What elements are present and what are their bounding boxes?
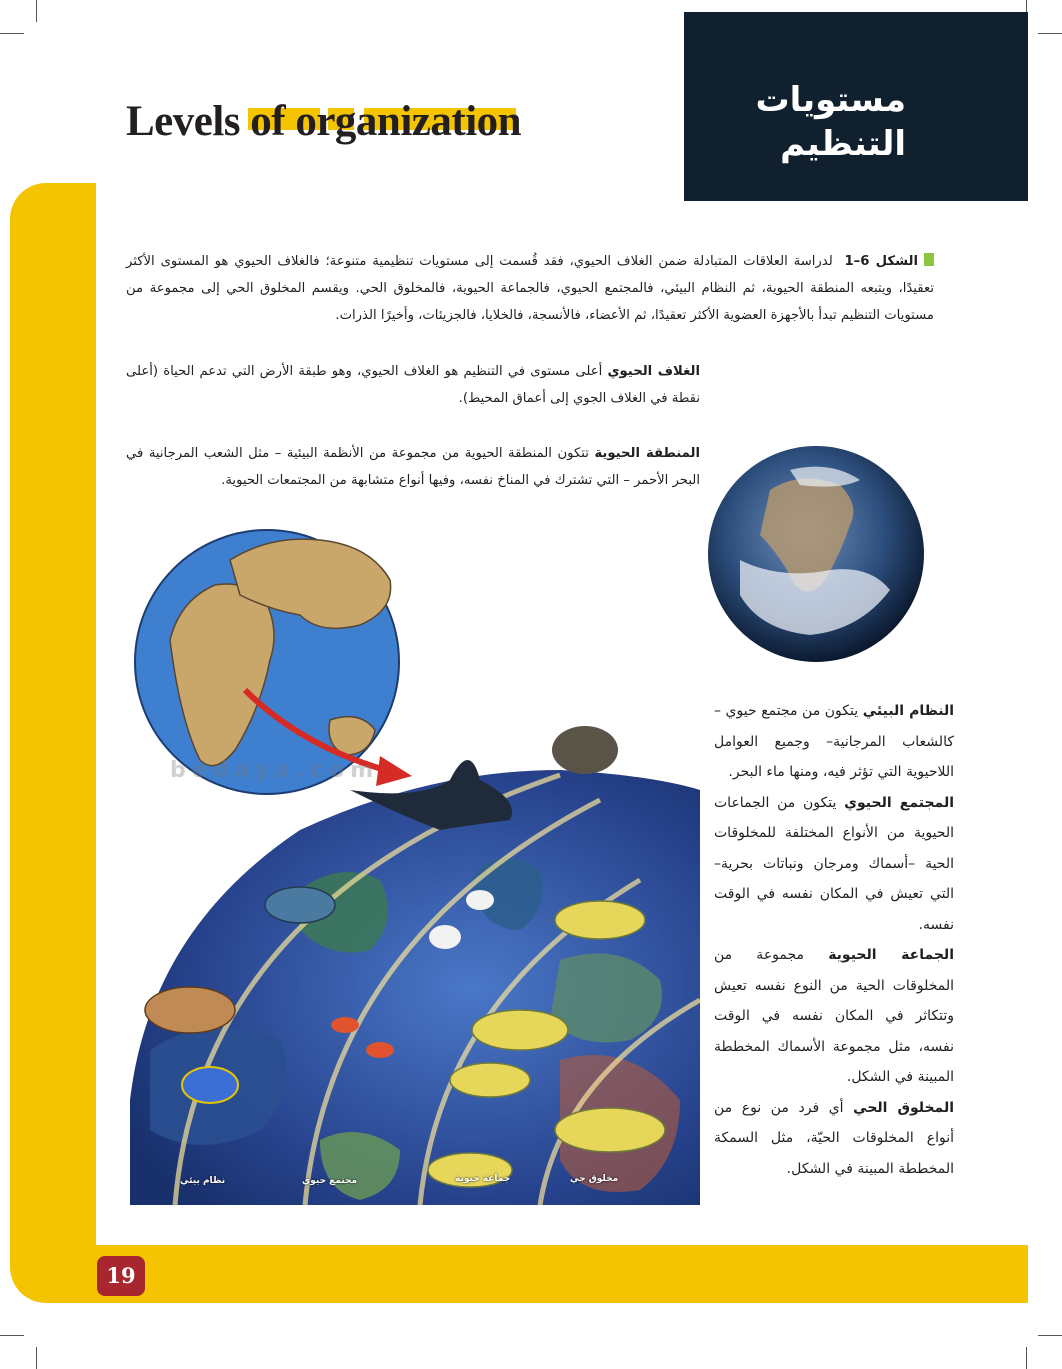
page-title-ar-line1: مستويات [755, 80, 906, 120]
definition-population [714, 940, 954, 1093]
biome-text: تتكون المنطقة الحيوية من مجموعة من الأنظمة البيئية – مثل الشعب المرجانية في البحر الأحمر – التي تشترك في المناخ نفسه، وفيها أنواع متشابهة من المجتمعات الحيوية. [126, 446, 700, 488]
term-community: المجتمع الحيوي [844, 794, 954, 811]
watermark: bedaya.com [170, 758, 380, 783]
definition-community [714, 788, 954, 941]
coral-reef-illustration [130, 726, 700, 1205]
term-ecosystem: النظام البيئي [862, 703, 954, 719]
biome-term: المنطقة الحيوية [594, 446, 700, 461]
label-community: مجتمع حيوي [302, 1176, 358, 1186]
term-population: الجماعة الحيوية [828, 947, 954, 963]
label-population: جماعة حيوية [455, 1174, 511, 1184]
text-organism: أي فرد من نوع من أنواع المخلوقات الحيّة، مثل السمكة المخططة المبينة في الشكل. [714, 1099, 954, 1177]
biosphere-text: أعلى مستوى في التنظيم هو الغلاف الحيوي، وهو طبقة الأرض التي تدعم الحياة (أعلى نقطة في الغلاف الجوي إلى أعماق المحيط). [126, 364, 700, 406]
page-title-en: Levels of organization [126, 98, 522, 145]
globe-illustration [135, 530, 399, 794]
earth-photo [708, 446, 924, 662]
text-ecosystem: يتكون من مجتمع حيوي –كالشعاب المرجانية– وجميع العوامل اللاحيوية التي تؤثر فيه، ومنها ماء البحر. [714, 703, 954, 780]
biosphere-term: الغلاف الحيوي [607, 364, 700, 379]
term-organism: المخلوق الحي [853, 1099, 954, 1116]
label-organism: مخلوق حي [570, 1174, 619, 1184]
definition-organism [714, 1093, 954, 1185]
arrowhead-icon [376, 756, 412, 786]
figure-caption-text: لدراسة العلاقات المتبادلة ضمن الغلاف الحيوي، فقد قُسمت إلى مستويات تنظيمية متنوعة؛ فالغلاف الحيوي هو المستوى الأكثر تعقيدًا، ويتبعه المنطقة الحيوية، ثم النظام البيئي، فالمجتمع الحيوي، فالجماعة الحيوية، فالمخلوق الحي. ويقسم المخلوق الحي إلى مجموعة من مستويات التنظيم تبدأ بالأجهزة العضوية الأكثر تعقيدًا، ثم الأعضاء، فالأنسجة، فالخلايا، فالجزيئات، وأخيرًا الذرات. [126, 254, 934, 323]
definitions-column [714, 696, 954, 1184]
text-community: يتكون من الجماعات الحيوية من الأنواع المختلفة للمخلوقات الحية –أسماك ومرجان ونباتات بحرية– التي تعيش في المكان نفسه في الوقت نفسه. [714, 794, 954, 933]
text-population: مجموعة من المخلوقات الحية من النوع نفسه تعيش وتتكاثر في المكان نفسه في الوقت نفسه، مثل مجموعة الأسماك المخططة المبينة في الشكل. [714, 947, 954, 1085]
figure-caption-label: الشكل 6–1 [844, 254, 918, 269]
page-number: 19 [97, 1256, 145, 1296]
definition-ecosystem [714, 696, 954, 788]
label-ecosystem: نظام بيئي [180, 1176, 226, 1186]
page-title-ar-line2: التنظيم [780, 124, 906, 164]
